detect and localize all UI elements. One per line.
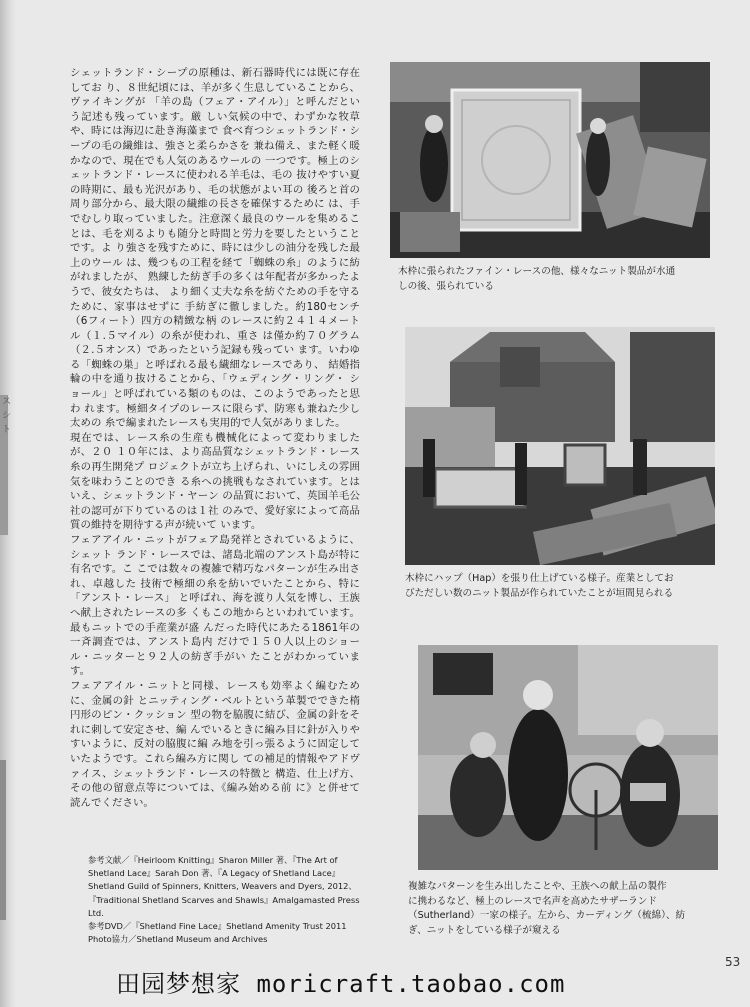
caption-line: ぎ、ニットをしている様子が窺える bbox=[408, 924, 561, 936]
article-paragraph: フェアアイル・ニットがフェア島発祥とされているように、シェット ランド・レースでは、諸島北端のアンスト島が特に有名です。こ こでは数々の複雑で精巧なパターンが生み出され、卓越した 技術で極細の糸を紡いでいたことから、特に「アンスト・レース」 と呼ばれ、海を渡り人気を博し、王族へ献上されたレースの多 くもこの地からといわれています。最もニットでの手産業が盛 んだった時代にあたる1861年の一斉調査では、アンスト島内 だけで１５０人以上のショール・ニッターと９２人の紡ぎ手がい たことがわかっています。 bbox=[70, 534, 360, 678]
reference-line: Ltd. bbox=[88, 907, 104, 918]
caption-line: 木枠にハップ（Hap）を張り仕上げている様子。産業としてお bbox=[405, 573, 674, 584]
caption-line: 複雑なパターンを生み出したことや、王族への献上品の製作 bbox=[408, 881, 667, 892]
reference-line: Shetland Guild of Spinners, Knitters, Weavers and Dyers, 2012、 bbox=[88, 881, 357, 892]
photo-lace-frames bbox=[390, 62, 710, 258]
reference-line: 参考DVD／『Shetland Fine Lace』Shetland Amenity Trust 2011 bbox=[88, 921, 347, 932]
caption-line: に携わるなど、極上のレースで名声を高めたサザーランド bbox=[408, 895, 657, 907]
caption-line: 木枠に張られたファイン・レースの他、様々なニット製品が水通 bbox=[398, 266, 676, 277]
photo-hap-frames bbox=[405, 327, 715, 565]
references-block bbox=[88, 854, 373, 946]
caption-line: びただしい数のニット製品が作られていたことが垣間見られる bbox=[405, 587, 674, 599]
page-number: 53 bbox=[725, 955, 741, 969]
photo-caption bbox=[408, 880, 728, 938]
photo-sutherland-family bbox=[418, 645, 718, 870]
main-article bbox=[70, 66, 360, 810]
reference-line: 『Traditional Shetland Scarves and Shawls』Amalgamasted Press bbox=[88, 894, 360, 905]
caption-line: しの後、張られている bbox=[398, 280, 494, 292]
reference-line: Photo協力／Shetland Museum and Archives bbox=[88, 934, 268, 945]
photo-caption bbox=[405, 572, 725, 601]
reference-line: Shetland Lace』Sarah Don 著、『A Legacy of Shetland Lace』 bbox=[88, 868, 341, 879]
caption-line: （Sutherland）一家の様子。左から、カーディング（梳綿）、紡 bbox=[408, 910, 686, 922]
article-paragraph: シェットランド・シープの原種は、新石器時代には既に存在してお り、８世紀頃には、羊が多く生息していることから、ヴァイキングが 「羊の島（フェア・アイル）」と呼んだという記述も残っています。厳 しい気候の中で、わずかな牧草や、時には海辺に赴き海藻まで 食べ育つシェットランド・シープの毛の繊維は、強さと柔らかさを 兼ね備え、また軽く暖かなので、現在でも人気のあるウールの 一つです。極上のシェットランド・レースに使われる羊毛は、毛の 抜けやすい夏の時期に、最も光沢があり、毛の状態がよい耳の 後ろと首の周り部分から、最大限の繊維の長さを確保するために は、手でむしり取っていました。注意深く最良のウールを集めるこ とは、毛を刈るよりも随分と時間と労力を要したということです。よ り強さを残すために、時には少しの油分を残した最上のウール は、幾つもの工程を経て「蜘蛛の糸」のように紡がれましたが、 熟練した紡ぎ手の多くは年配者が多かったようで、彼女たちは、 より細く丈夫な糸を紡ぐための手を守るために、家事はせずに 手紡ぎに徹しました。約180センチ（6フィート）四方の精緻な柄 のレースに約２４１４メートル（１.５マイル）の糸が使われ、重さ は僅か約７０グラム（２.５オンス）であったという記録も残ってい ます。いわゆる「蜘蛛の巣」と呼ばれる最も繊細なレースであり、 結婚指輪の中を通り抜けることから、「ウェディング・リング・ ショール」と呼ばれている類のものは、このようであったと思わ れます。極細タイプのレースに限らず、防寒も兼ねた少し太めの 糸で編まれたレースも実用的で人気がありました。 bbox=[70, 67, 360, 430]
article-paragraph: 現在では、レース糸の生産も機械化によって変わりましたが、２０ １０年には、より高品質なシェットランド・レース糸の再生開発プ ロジェクトが立ち上げられ、いにしえの雰囲気を味わうことのでき る糸への挑戦もなされています。とはいえ、シェットランド・ヤーン の品質において、英国羊毛公社の認可が下りているのは１社 のみで、愛好家によって高品質の維持を期待する声が続いて います。 bbox=[70, 431, 360, 532]
reference-line: 参考文献／『Heirloom Knitting』Sharon Miller 著、『The Art of bbox=[88, 855, 338, 865]
photo-caption bbox=[398, 265, 718, 294]
article-paragraph: フェアアイル・ニットと同様、レースも効率よく編むために、金属の針 とニッティング・ベルトという革製でできた楕円形のピン・クッション 型の物を脇腹に結び、金属の針をそれに刺して安定させ、編 んでいるときに編み目に針が入りやすいように、反対の脇腹に編 み地を引っ張るように固定していたようです。これら編み方に関し ての補足的情報やアドヴァイス、シェットランド・レースの特徴と 構造、仕上げ方、その他の留意点等については、《編み始める前 に》と併せて読んでください。 bbox=[70, 679, 360, 809]
watermark: 田园梦想家 moricraft.taobao.com bbox=[116, 970, 566, 998]
gutter-strip-lower bbox=[0, 760, 6, 920]
gutter-text-fragment: スシト bbox=[2, 397, 12, 435]
